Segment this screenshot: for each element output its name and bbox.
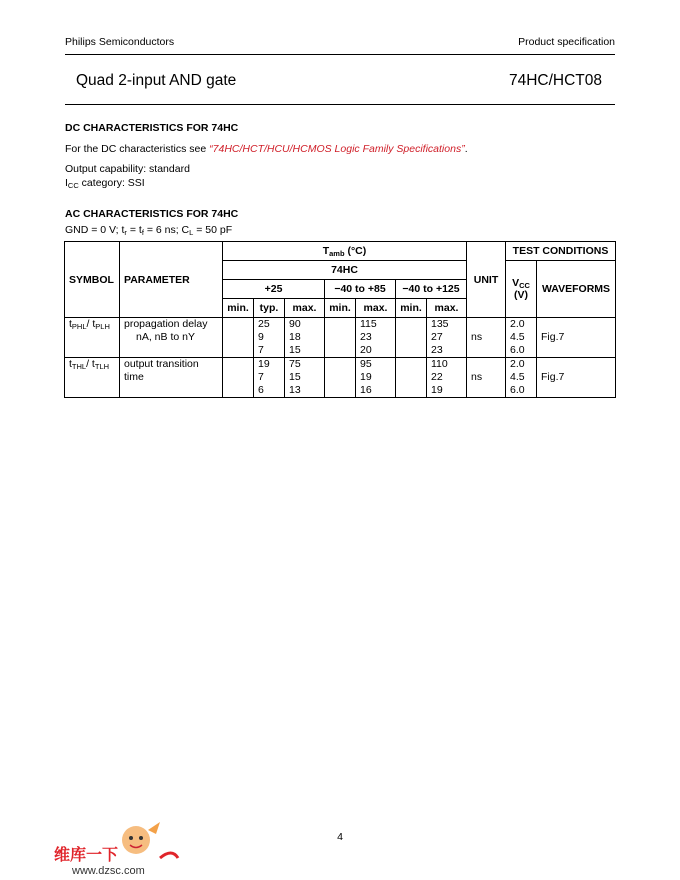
symbol-sub: PLH [95,322,110,331]
min125-cell [396,358,427,398]
typ-header: typ. [254,299,285,318]
max85-cell [356,318,396,358]
value: 2.0 [510,358,525,370]
table-row [65,358,616,398]
ac-conditions [65,223,232,237]
value: 75 [289,358,301,370]
dzsc-watermark-logo [48,818,188,878]
range-85-header: −40 to +85 [325,280,396,299]
cond-part: = 50 pF [193,224,233,236]
value: 18 [289,331,301,343]
value: 19 [431,384,443,396]
value: 7 [258,371,264,383]
mascot-face-icon [122,826,150,854]
max-header: max. [356,299,396,318]
tamb-subscript: amb [329,249,345,258]
symbol-sub: THL [71,362,87,371]
value: 4.5 [510,371,525,383]
family-header: 74HC [223,261,467,280]
typ25-cell [254,318,285,358]
unit-cell: ns [467,318,506,358]
vcc-cell [506,358,537,398]
param-line: nA, nB to nY [136,331,195,343]
title-rule [65,104,615,105]
value: 27 [431,331,443,343]
page-number: 4 [337,831,343,843]
max-header: max. [427,299,467,318]
vcc-subscript: CC [519,281,530,290]
tamb-header [223,242,467,261]
value: 135 [431,318,449,330]
typ25-cell [254,358,285,398]
cond-sub: L [189,228,194,237]
mascot-eye-icon [139,836,143,840]
symbol-t: t [69,358,72,370]
value: 19 [258,358,270,370]
min85-cell [325,318,356,358]
mascot-eye-icon [129,836,133,840]
unit-cell: ns [467,358,506,398]
min-header: min. [396,299,427,318]
max25-cell [285,318,325,358]
tamb-unit: (°C) [344,245,367,257]
param-line: output transition [124,358,199,370]
part-number: 74HC/HCT08 [508,72,602,89]
icc-subscript: CC [67,181,79,190]
min-header: min. [223,299,254,318]
min85-cell [325,358,356,398]
value: 19 [360,371,372,383]
symbol-sub: PHL [71,322,87,331]
value: 7 [258,344,264,356]
vcc-unit: (V) [514,289,528,301]
waveforms-header: WAVEFORMS [537,261,616,318]
symbol-sub: TLH [94,362,110,371]
value: 23 [360,331,372,343]
swoosh-icon [160,853,178,858]
value: 9 [258,331,264,343]
watermark-url: www.dzsc.com [72,865,145,877]
dc-ref-suffix: . [464,143,468,155]
value: 6.0 [510,384,525,396]
vcc-header [506,261,537,318]
ac-characteristics-table [64,241,616,398]
value: 6 [258,384,264,396]
max125-cell [427,318,467,358]
icc-text: category: SSI [78,177,145,189]
ac-heading: AC CHARACTERISTICS FOR 74HC [65,208,239,220]
watermark-cn-text: 维库一下 [54,845,119,864]
icc-symbol: I [65,177,68,189]
dc-heading: DC CHARACTERISTICS FOR 74HC [65,122,239,134]
min25-cell [223,318,254,358]
param-line: propagation delay [124,318,208,330]
cond-part: = t [126,224,142,236]
parameter-cell [120,318,223,358]
value: 20 [360,344,372,356]
company-name: Philips Semiconductors [65,36,175,48]
value: 90 [289,318,301,330]
symbol-cell [65,318,120,358]
max125-cell [427,358,467,398]
mascot-hair-icon [148,822,160,834]
vcc-symbol: V [512,277,520,289]
tamb-symbol: T [322,245,330,257]
value: 110 [431,358,448,370]
max25-cell [285,358,325,398]
range-25-header: +25 [223,280,325,299]
parameter-cell [120,358,223,398]
dc-ref-prefix: For the DC characteristics see [65,143,210,155]
value: 15 [289,344,301,356]
parameter-header: PARAMETER [120,242,223,318]
value: 23 [431,344,443,356]
value: 6.0 [510,344,525,356]
value: 2.0 [510,318,525,330]
value: 16 [360,384,372,396]
value: 15 [289,371,301,383]
test-conditions-header: TEST CONDITIONS [506,242,616,261]
range-125-header: −40 to +125 [396,280,467,299]
dc-reference [65,142,468,156]
cond-part: = 6 ns; C [143,224,190,236]
vcc-cell [506,318,537,358]
cond-sub: f [141,228,144,237]
symbol-cell [65,358,120,398]
value: 4.5 [510,331,525,343]
symbol-sep: / t [86,318,96,330]
value: 95 [360,358,372,370]
page-title: Quad 2-input AND gate [76,72,237,89]
cond-sub: r [124,228,127,237]
max85-cell [356,358,396,398]
symbol-header: SYMBOL [65,242,120,318]
icc-category [65,176,145,190]
output-capability: Output capability: standard [65,163,190,175]
value: 115 [360,318,377,330]
symbol-t: t [69,318,72,330]
doc-type: Product specification [518,36,615,48]
table-row [65,318,616,358]
value: 22 [431,371,443,383]
cond-part: GND = 0 V; t [65,224,125,236]
waveform-cell: Fig.7 [537,318,616,358]
symbol-sep: / t [86,358,95,370]
spec-link[interactable]: “74HC/HCT/HCU/HCMOS Logic Family Specifications” [209,143,465,155]
min125-cell [396,318,427,358]
value: 25 [258,318,270,330]
unit-header: UNIT [467,242,506,318]
min-header: min. [325,299,356,318]
header-rule [65,54,615,55]
min25-cell [223,358,254,398]
value: 13 [289,384,301,396]
param-line: time [124,371,144,383]
waveform-cell: Fig.7 [537,358,616,398]
max-header: max. [285,299,325,318]
